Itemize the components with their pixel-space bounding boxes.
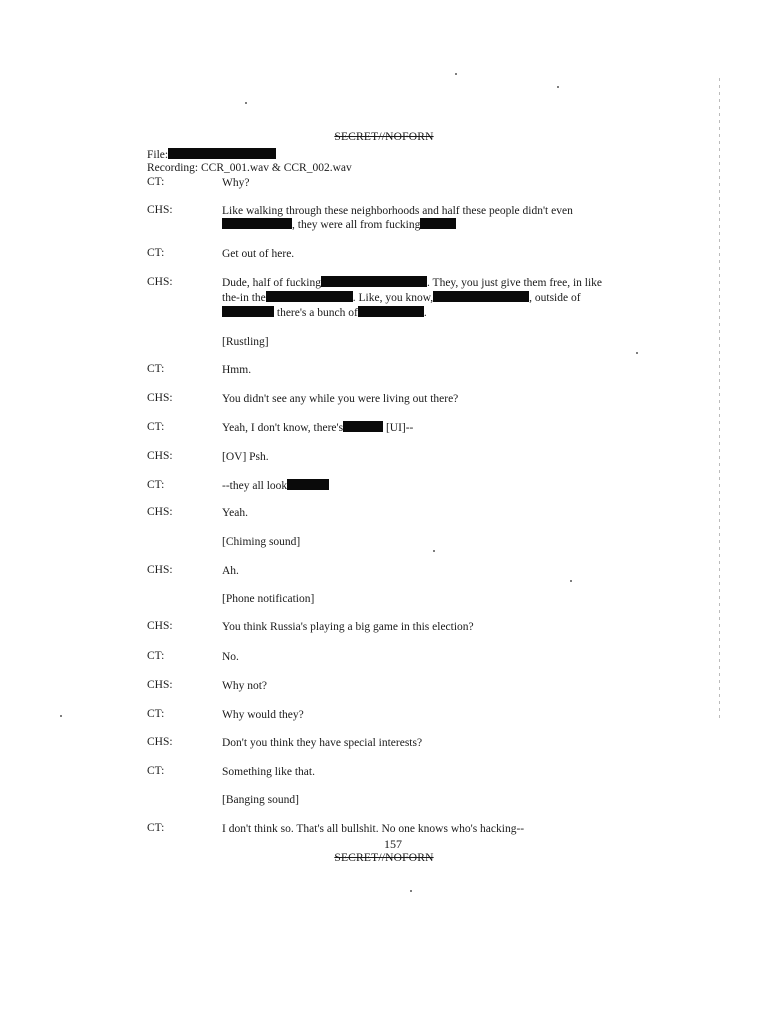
dialogue-text — [222, 363, 642, 378]
redaction-block — [222, 218, 292, 229]
speaker-label: CT: — [147, 421, 165, 433]
redaction-block — [343, 421, 383, 432]
file-line — [147, 148, 276, 161]
dialogue-segment: Why would they? — [222, 709, 304, 721]
dialogue-text — [222, 592, 642, 607]
dialogue-text — [222, 276, 642, 291]
dialogue-segment: No. — [222, 651, 239, 663]
dialogue-text — [222, 679, 642, 694]
dialogue-segment: Why not? — [222, 680, 268, 692]
scan-speck — [245, 102, 247, 104]
speaker-label: CHS: — [147, 392, 173, 404]
dialogue-segment: Why? — [222, 177, 250, 189]
dialogue-segment: . Like, you know, — [352, 292, 434, 304]
dialogue-text — [222, 204, 642, 219]
redaction-block — [433, 291, 529, 302]
dialogue-segment: You didn't see any while you were living out there? — [222, 393, 459, 405]
dialogue-text — [222, 392, 642, 407]
speaker-label: CT: — [147, 650, 165, 662]
dialogue-segment: [Rustling] — [222, 336, 269, 348]
file-label: File: — [147, 149, 169, 161]
dialogue-segment: , outside of — [529, 292, 581, 304]
redaction-block — [266, 291, 353, 302]
dialogue-segment: . They, you just give them free, in like — [427, 277, 603, 289]
classification-marking-top: SECRET//NOFORN — [334, 131, 434, 143]
speaker-label: CHS: — [147, 736, 173, 748]
dialogue-segment: You think Russia's playing a big game in this election? — [222, 621, 474, 633]
dialogue-text — [222, 247, 642, 262]
speaker-label: CT: — [147, 765, 165, 777]
dialogue-segment: Like walking through these neighborhoods and half these people didn't even — [222, 205, 573, 217]
speaker-label: CT: — [147, 708, 165, 720]
scan-speck — [433, 550, 435, 552]
speaker-label: CT: — [147, 247, 165, 259]
scan-speck — [570, 580, 572, 582]
dialogue-text — [222, 765, 642, 780]
redaction-block — [321, 276, 427, 287]
dialogue-segment: Don't you think they have special interests? — [222, 737, 423, 749]
scan-speck — [60, 715, 62, 717]
dialogue-segment: Hmm. — [222, 364, 252, 376]
classification-marking-bottom: SECRET//NOFORN — [334, 852, 434, 864]
dialogue-text — [222, 650, 642, 665]
dialogue-segment: the-in the — [222, 292, 266, 304]
dialogue-text — [222, 620, 642, 635]
scan-edge-artifact — [719, 78, 720, 718]
dialogue-segment: I don't think so. That's all bullshit. No one knows who's hacking-- — [222, 823, 525, 835]
dialogue-text — [222, 708, 642, 723]
redaction-block — [222, 306, 274, 317]
dialogue-text — [222, 506, 642, 521]
dialogue-segment: Dude, half of fucking — [222, 277, 321, 289]
dialogue-text — [222, 479, 642, 494]
speaker-label: CHS: — [147, 506, 173, 518]
scan-speck — [410, 890, 412, 892]
speaker-label: CT: — [147, 176, 165, 188]
dialogue-text — [222, 535, 642, 550]
dialogue-segment: [UI]-- — [385, 422, 414, 434]
speaker-label: CT: — [147, 479, 165, 491]
dialogue-text — [222, 335, 642, 350]
dialogue-text — [222, 450, 642, 465]
dialogue-segment: Yeah, I don't know, there's — [222, 422, 344, 434]
dialogue-text — [222, 736, 642, 751]
dialogue-text — [222, 306, 642, 321]
scan-speck — [636, 352, 638, 354]
dialogue-segment: Something like that. — [222, 766, 315, 778]
dialogue-text — [222, 564, 642, 579]
redaction-block — [420, 218, 456, 229]
dialogue-segment: . — [423, 307, 427, 319]
redaction-block — [287, 479, 329, 490]
speaker-label: CT: — [147, 822, 165, 834]
dialogue-segment: [OV] Psh. — [222, 451, 269, 463]
dialogue-text — [222, 176, 642, 191]
scan-speck — [557, 86, 559, 88]
speaker-label: CT: — [147, 363, 165, 375]
speaker-label: CHS: — [147, 620, 173, 632]
speaker-label: CHS: — [147, 204, 173, 216]
dialogue-segment: Get out of here. — [222, 248, 295, 260]
dialogue-segment: [Chiming sound] — [222, 536, 301, 548]
dialogue-segment: --they all look — [222, 480, 288, 492]
speaker-label: CHS: — [147, 564, 173, 576]
speaker-label: CHS: — [147, 450, 173, 462]
scan-speck — [455, 73, 457, 75]
dialogue-segment: Yeah. — [222, 507, 248, 519]
speaker-label: CHS: — [147, 679, 173, 691]
dialogue-segment: [Banging sound] — [222, 794, 299, 806]
speaker-label: CHS: — [147, 276, 173, 288]
dialogue-text — [222, 421, 642, 436]
dialogue-segment: [Phone notification] — [222, 593, 315, 605]
dialogue-segment: , they were all from fucking — [292, 219, 421, 231]
redaction-block — [168, 148, 276, 159]
dialogue-text — [222, 822, 642, 837]
dialogue-segment: Ah. — [222, 565, 239, 577]
page-number: 157 — [384, 837, 402, 851]
recording-line: Recording: CCR_001.wav & CCR_002.wav — [147, 162, 352, 174]
dialogue-segment: there's a bunch of — [276, 307, 358, 319]
dialogue-text — [222, 291, 642, 306]
dialogue-text — [222, 793, 642, 808]
dialogue-text — [222, 218, 642, 233]
redaction-block — [358, 306, 424, 317]
